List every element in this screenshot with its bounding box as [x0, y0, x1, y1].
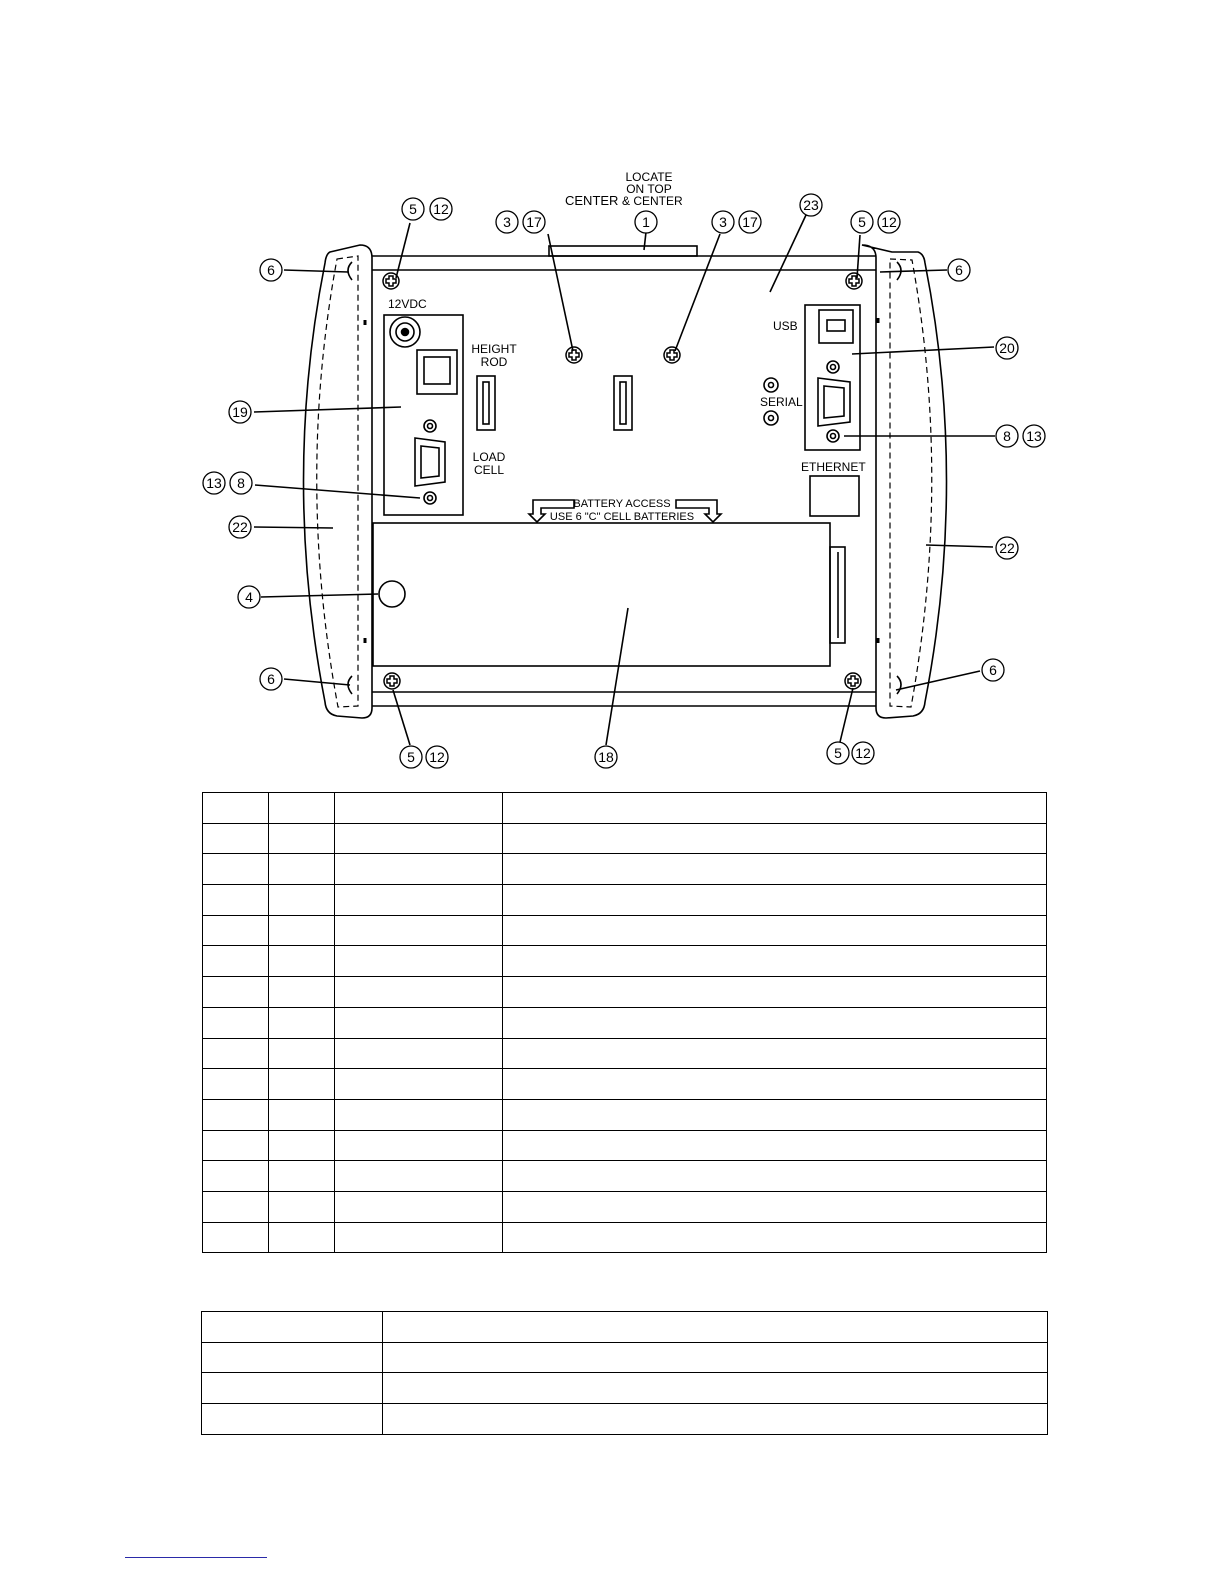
svg-text:19: 19: [232, 404, 248, 420]
svg-text:5: 5: [858, 214, 866, 230]
table-cell: [203, 1161, 269, 1192]
table-cell: [503, 915, 1047, 946]
usb-port: [819, 310, 853, 343]
table-cell: [203, 1191, 269, 1222]
svg-text:6: 6: [989, 662, 997, 678]
table-cell: [335, 823, 503, 854]
table-row: [203, 885, 1047, 916]
label-load-cell-2: CELL: [473, 463, 505, 477]
callout-6: [982, 659, 1004, 681]
table-cell: [269, 946, 335, 977]
table-cell: [335, 1222, 503, 1253]
callout-8: [996, 425, 1018, 447]
table-cell: [202, 1373, 383, 1404]
label-height-rod-1: HEIGHT: [471, 342, 517, 356]
table-cell: [335, 1007, 503, 1038]
table-cell: [335, 1099, 503, 1130]
battery-door: [373, 523, 830, 666]
footer-link-underline: [125, 1557, 267, 1558]
table-cell: [203, 854, 269, 885]
svg-text:22: 22: [999, 540, 1015, 556]
table-cell: [203, 1099, 269, 1130]
table-cell: [269, 1099, 335, 1130]
table-cell: [203, 793, 269, 824]
callout-20: [996, 337, 1018, 359]
table-row: [202, 1404, 1048, 1435]
callout-19: [229, 401, 251, 423]
callout-12: [852, 742, 874, 764]
svg-text:3: 3: [503, 214, 511, 230]
label-battery-note: USE 6 "C" CELL BATTERIES: [549, 511, 695, 523]
table-cell: [203, 1069, 269, 1100]
callout-6: [260, 259, 282, 281]
screw-icon: [383, 273, 399, 289]
callout-22: [229, 516, 251, 538]
table-cell: [503, 1191, 1047, 1222]
table-row: [203, 946, 1047, 977]
svg-text:8: 8: [237, 475, 245, 491]
table-cell: [335, 977, 503, 1008]
table-cell: [203, 977, 269, 1008]
right-side-cap-inner: [890, 259, 932, 707]
callout-5: [400, 746, 422, 768]
table-cell: [503, 977, 1047, 1008]
svg-text:17: 17: [526, 214, 542, 230]
callouts: [203, 194, 1045, 768]
notes-table: [201, 1311, 1048, 1435]
table-cell: [269, 1161, 335, 1192]
label-serial: SERIAL: [760, 395, 803, 409]
table-cell: [503, 885, 1047, 916]
table-cell: [269, 915, 335, 946]
table-cell: [335, 915, 503, 946]
svg-text:13: 13: [1026, 428, 1042, 444]
svg-text:12: 12: [855, 745, 871, 761]
table-cell: [335, 1130, 503, 1161]
right-side-cap: [862, 245, 947, 718]
table-cell: [269, 885, 335, 916]
table-cell: [202, 1312, 383, 1343]
table-row: [203, 1069, 1047, 1100]
height-rod-connector: [477, 376, 495, 430]
table-cell: [203, 946, 269, 977]
svg-text:20: 20: [999, 340, 1015, 356]
svg-text:6: 6: [267, 262, 275, 278]
screw-icon: [566, 347, 582, 363]
table-row: [203, 1191, 1047, 1222]
table-cell: [202, 1404, 383, 1435]
callout-5: [402, 198, 424, 220]
table-row: [203, 1161, 1047, 1192]
callout-1: [635, 211, 657, 233]
table-cell: [503, 1130, 1047, 1161]
callout-13: [1023, 425, 1045, 447]
callout-23: [800, 194, 822, 216]
svg-text:22: 22: [232, 519, 248, 535]
label-usb: USB: [773, 319, 798, 333]
left-side-cap: [304, 245, 373, 718]
svg-text:8: 8: [1003, 428, 1011, 444]
svg-text:5: 5: [409, 201, 417, 217]
table-cell: [335, 1161, 503, 1192]
screw-icon: [384, 673, 400, 689]
table-cell: [203, 1007, 269, 1038]
svg-text:12: 12: [433, 201, 449, 217]
table-cell: [269, 1069, 335, 1100]
label-locate-1: LOCATE: [625, 170, 673, 184]
ethernet-port: [810, 476, 859, 516]
table-cell: [335, 1191, 503, 1222]
table-row: [203, 823, 1047, 854]
table-cell: [383, 1312, 1048, 1343]
table-row: [202, 1342, 1048, 1373]
svg-text:4: 4: [245, 589, 253, 605]
table-cell: [503, 1038, 1047, 1069]
table-cell: [203, 885, 269, 916]
table-cell: [335, 946, 503, 977]
table-cell: [503, 1222, 1047, 1253]
table-cell: [203, 823, 269, 854]
callout-3: [496, 211, 518, 233]
callout-18: [595, 746, 617, 768]
table-cell: [269, 1222, 335, 1253]
right-connector-panel: [805, 305, 860, 450]
table-cell: [503, 946, 1047, 977]
callout-3: [712, 211, 734, 233]
label-locate-2: ON TOP: [626, 182, 672, 196]
callout-13: [203, 472, 225, 494]
screw-icon: [664, 347, 680, 363]
table-cell: [269, 1191, 335, 1222]
svg-text:12: 12: [429, 749, 445, 765]
center-connector: [614, 376, 632, 430]
table-cell: [503, 1161, 1047, 1192]
svg-text:6: 6: [267, 671, 275, 687]
callout-12: [430, 198, 452, 220]
table-row: [203, 1222, 1047, 1253]
table-cell: [269, 854, 335, 885]
left-side-cap-inner: [317, 256, 358, 707]
table-cell: [503, 1099, 1047, 1130]
table-row: [202, 1373, 1048, 1404]
callout-4: [238, 586, 260, 608]
callout-6: [260, 668, 282, 690]
callout-17: [739, 211, 761, 233]
table-cell: [335, 885, 503, 916]
table-row: [203, 1038, 1047, 1069]
screw-icons: [383, 273, 862, 689]
label-load-cell-1: LOAD: [472, 450, 506, 464]
table-cell: [203, 915, 269, 946]
svg-text:13: 13: [206, 475, 222, 491]
table-cell: [383, 1373, 1048, 1404]
svg-text:18: 18: [598, 749, 614, 765]
label-battery-access: BATTERY ACCESS: [573, 498, 671, 510]
table-row: [203, 915, 1047, 946]
svg-text:6: 6: [955, 262, 963, 278]
screw-icon: [846, 273, 862, 289]
svg-text:23: 23: [803, 197, 819, 213]
table-row: [203, 1099, 1047, 1130]
callout-5: [827, 742, 849, 764]
svg-text:3: 3: [719, 214, 727, 230]
table-cell: [503, 1007, 1047, 1038]
callout-17: [523, 211, 545, 233]
table-row: [203, 1130, 1047, 1161]
table-cell: [269, 1130, 335, 1161]
label-and-center: & CENTER: [622, 194, 683, 208]
callout-12: [878, 211, 900, 233]
label-12vdc: 12VDC: [388, 297, 427, 311]
table-row: [203, 793, 1047, 824]
table-cell: [383, 1404, 1048, 1435]
label-ethernet: ETHERNET: [801, 460, 866, 474]
table-row: [203, 854, 1047, 885]
table-cell: [335, 1069, 503, 1100]
callout-6: [948, 259, 970, 281]
table-cell: [202, 1342, 383, 1373]
table-row: [203, 1007, 1047, 1038]
table-cell: [203, 1222, 269, 1253]
scale-rear-panel-diagram: [0, 0, 1224, 790]
label-center: CENTER: [565, 193, 619, 208]
parts-list-table: [202, 792, 1047, 1253]
svg-text:5: 5: [407, 749, 415, 765]
table-cell: [335, 854, 503, 885]
svg-text:17: 17: [742, 214, 758, 230]
table-cell: [269, 793, 335, 824]
table-cell: [503, 793, 1047, 824]
table-cell: [269, 1007, 335, 1038]
battery-door-latch: [379, 581, 405, 607]
table-cell: [269, 977, 335, 1008]
table-cell: [503, 1069, 1047, 1100]
table-cell: [503, 854, 1047, 885]
table-cell: [335, 793, 503, 824]
table-cell: [335, 1038, 503, 1069]
table-cell: [383, 1342, 1048, 1373]
table-cell: [503, 823, 1047, 854]
table-row: [202, 1312, 1048, 1343]
svg-text:1: 1: [642, 214, 650, 230]
callout-5: [851, 211, 873, 233]
svg-text:5: 5: [834, 745, 842, 761]
callout-22: [996, 537, 1018, 559]
load-cell-port: [415, 438, 445, 486]
label-height-rod-2: ROD: [480, 355, 508, 369]
table-cell: [203, 1038, 269, 1069]
table-cell: [203, 1130, 269, 1161]
table-cell: [269, 1038, 335, 1069]
callout-8: [230, 472, 252, 494]
serial-port: [818, 378, 850, 426]
callout-12: [426, 746, 448, 768]
svg-text:12: 12: [881, 214, 897, 230]
table-row: [203, 977, 1047, 1008]
table-cell: [269, 823, 335, 854]
screw-icon: [845, 673, 861, 689]
